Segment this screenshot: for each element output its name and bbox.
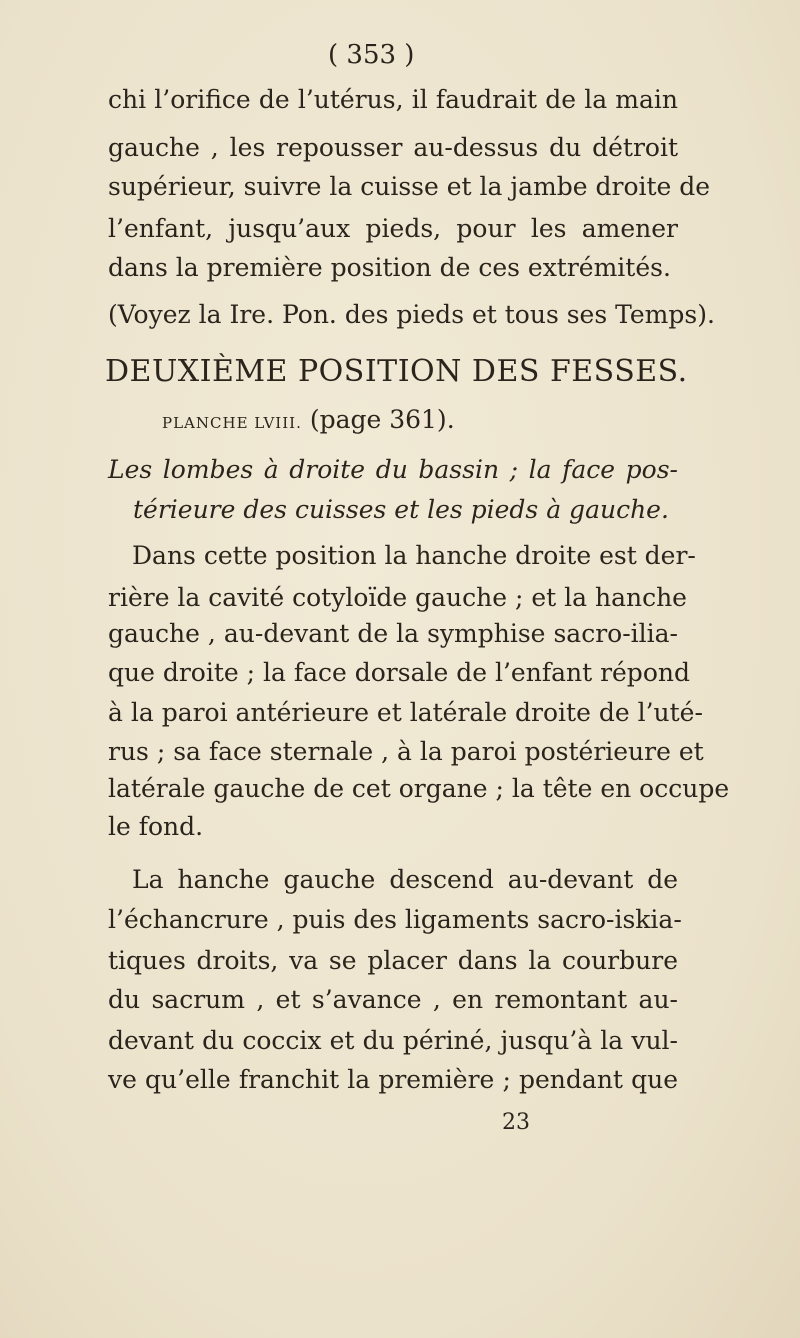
paragraph-2-line-5: à la paroi antérieure et latérale droite de l’uté- <box>108 698 703 727</box>
paragraph-3-line-2: l’échancrure , puis des ligaments sacro-iskia- <box>108 905 682 934</box>
paragraph-2-line-4: que droite ; la face dorsale de l’enfant répond <box>108 658 690 687</box>
paragraph-1-line-2: gauche , les repousser au-dessus du détroit <box>108 133 678 162</box>
paragraph-3-line-4: du sacrum , et s’avance , en remontant au- <box>108 985 678 1014</box>
paragraph-1-line-1: chi l’orifice de l’utérus, il faudrait de la main <box>108 85 678 114</box>
paragraph-3-line-5: devant du coccix et du périné, jusqu’à la vul- <box>108 1026 678 1055</box>
section-title: DEUXIÈME POSITION DES FESSES. <box>105 354 688 389</box>
paragraph-3-line-6: ve qu’elle franchit la première ; pendant que <box>108 1065 678 1094</box>
plate-label: PLANCHE LVIII. <box>162 414 302 432</box>
subtitle-line-2: térieure des cuisses et les pieds à gauche. <box>133 495 669 524</box>
paragraph-2-line-6: rus ; sa face sternale , à la paroi postérieure et <box>108 737 704 766</box>
paragraph-2-line-2: rière la cavité cotyloïde gauche ; et la hanche <box>108 583 687 612</box>
paragraph-1-line-4: l’enfant, jusqu’aux pieds, pour les amener <box>108 214 678 243</box>
signature-mark: 23 <box>502 1110 530 1135</box>
paragraph-2-line-7: latérale gauche de cet organe ; la tête en occupe <box>108 774 730 803</box>
paragraph-2-line-3: gauche , au-devant de la symphise sacro-ilia- <box>108 619 678 648</box>
paragraph-1-line-5: dans la première position de ces extrémités. <box>108 253 671 282</box>
page-number: ( 353 ) <box>328 40 415 70</box>
plate-reference <box>162 405 455 438</box>
paragraph-3-line-1: La hanche gauche descend au-devant de <box>132 865 678 894</box>
paragraph-1-line-6: (Voyez la Ire. Pon. des pieds et tous ses Temps). <box>108 300 715 329</box>
paragraph-1-line-3: supérieur, suivre la cuisse et la jambe droite de <box>108 172 711 201</box>
paragraph-3-line-3: tiques droits, va se placer dans la courbure <box>108 946 678 975</box>
paragraph-2-line-1: Dans cette position la hanche droite est der- <box>132 541 696 570</box>
subtitle-line-1: Les lombes à droite du bassin ; la face pos- <box>108 455 678 484</box>
plate-page: (page 361). <box>309 405 455 434</box>
paragraph-2-line-8: le fond. <box>108 812 204 841</box>
